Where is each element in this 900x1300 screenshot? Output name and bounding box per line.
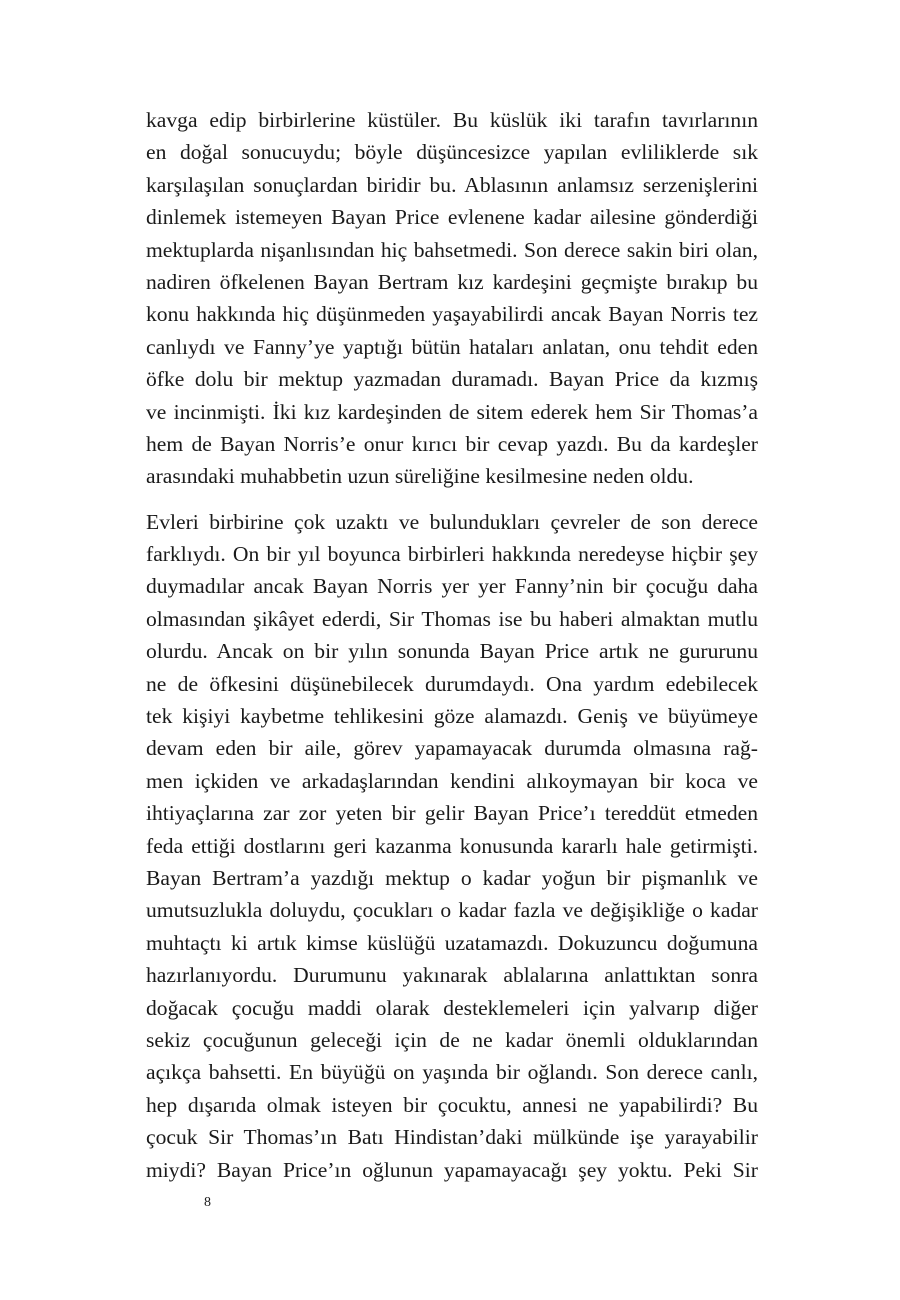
text-line: umutsuzlukla doluydu, çocukları o kadar fazla ve değişikliğe o kadar: [146, 898, 758, 923]
text-line: hep dışarıda olmak isteyen bir çocuktu, annesi ne yapabilirdi? Bu: [146, 1092, 758, 1117]
text-line: dinlemek istemeyen Bayan Price evlenene kadar ailesine gönderdiği: [146, 205, 758, 230]
text-line: nadiren öfkelenen Bayan Bertram kız kardeşini geçmişte bırakıp bu: [146, 269, 758, 294]
text-line: hazırlanıyordu. Durumunu yakınarak ablalarına anlattıktan sonra: [146, 963, 758, 988]
page-number: 8: [204, 1195, 211, 1210]
text-line: canlıydı ve Fanny’ye yaptığı bütün hataları anlatan, onu tehdit eden: [146, 334, 758, 359]
text-line: kavga edip birbirlerine küstüler. Bu küslük iki tarafın tavırlarının: [146, 108, 758, 132]
text-line: açıkça bahsetti. En büyüğü on yaşında bir oğlandı. Son derece canlı,: [146, 1060, 758, 1085]
text-line: sekiz çocuğunun geleceği için de ne kadar önemli olduklarından: [146, 1027, 758, 1052]
text-line: ihtiyaçlarına zar zor yeten bir gelir Bayan Price’ı tereddüt etmeden: [146, 801, 758, 826]
text-line: duymadılar ancak Bayan Norris yer yer Fanny’nin bir çocuğu daha: [146, 574, 758, 599]
text-line: karşılaşılan sonuçlardan biridir bu. Ablasının anlamsız serzenişlerini: [146, 172, 758, 197]
paragraph-1: [146, 104, 758, 493]
text-line: farklıydı. On bir yıl boyunca birbirleri hakkında neredeyse hiçbir şey: [146, 542, 758, 567]
text-line: olmasından şikâyet ederdi, Sir Thomas ise bu haberi almaktan mutlu: [146, 606, 758, 631]
text-line: miydi? Bayan Price’ın oğlunun yapamayacağı şey yoktu. Peki Sir: [146, 1157, 758, 1182]
text-line: Bayan Bertram’a yazdığı mektup o kadar yoğun bir pişmanlık ve: [146, 865, 758, 890]
text-line: konu hakkında hiç düşünmeden yaşayabilirdi ancak Bayan Norris tez: [146, 302, 758, 327]
text-line: ve incinmişti. İki kız kardeşinden de sitem ederek hem Sir Thomas’a: [146, 399, 758, 424]
text-line: en doğal sonucuydu; böyle düşüncesizce yapılan evliliklerde sık: [146, 140, 758, 165]
text-line: hem de Bayan Norris’e onur kırıcı bir cevap yazdı. Bu da kardeşler: [146, 431, 758, 456]
text-line: devam eden bir aile, görev yapamayacak durumda olmasına rağ-: [146, 736, 758, 761]
text-line: doğacak çocuğu maddi olarak desteklemeleri için yalvarıp diğer: [146, 995, 758, 1020]
text-line: arasındaki muhabbetin uzun süreliğine kesilmesine neden oldu.: [146, 464, 694, 489]
text-line: men içkiden ve arkadaşlarından kendini alıkoymayan bir koca ve: [146, 768, 758, 793]
text-line: mektuplarda nişanlısından hiç bahsetmedi. Son derece sakin biri olan,: [146, 237, 758, 262]
text-line: Evleri birbirine çok uzaktı ve bulundukları çevreler de son derece: [146, 509, 758, 534]
text-line: feda ettiği dostlarını geri kazanma konusunda kararlı hale getirmişti.: [146, 833, 758, 858]
paragraph-2: [146, 506, 758, 1186]
text-line: muhtaçtı ki artık kimse küslüğü uzatamazdı. Dokuzuncu doğumuna: [146, 930, 758, 955]
text-line: olurdu. Ancak on bir yılın sonunda Bayan Price artık ne gururunu: [146, 639, 758, 664]
body-text: [146, 104, 758, 1186]
text-line: ne de öfkesini düşünebilecek durumdaydı. Ona yardım edebilecek: [146, 671, 758, 696]
text-line: öfke dolu bir mektup yazmadan duramadı. Bayan Price da kızmış: [146, 367, 758, 392]
text-line: tek kişiyi kaybetme tehlikesini göze alamazdı. Geniş ve büyümeye: [146, 704, 758, 729]
text-line: çocuk Sir Thomas’ın Batı Hindistan’daki mülkünde işe yarayabilir: [146, 1125, 758, 1150]
